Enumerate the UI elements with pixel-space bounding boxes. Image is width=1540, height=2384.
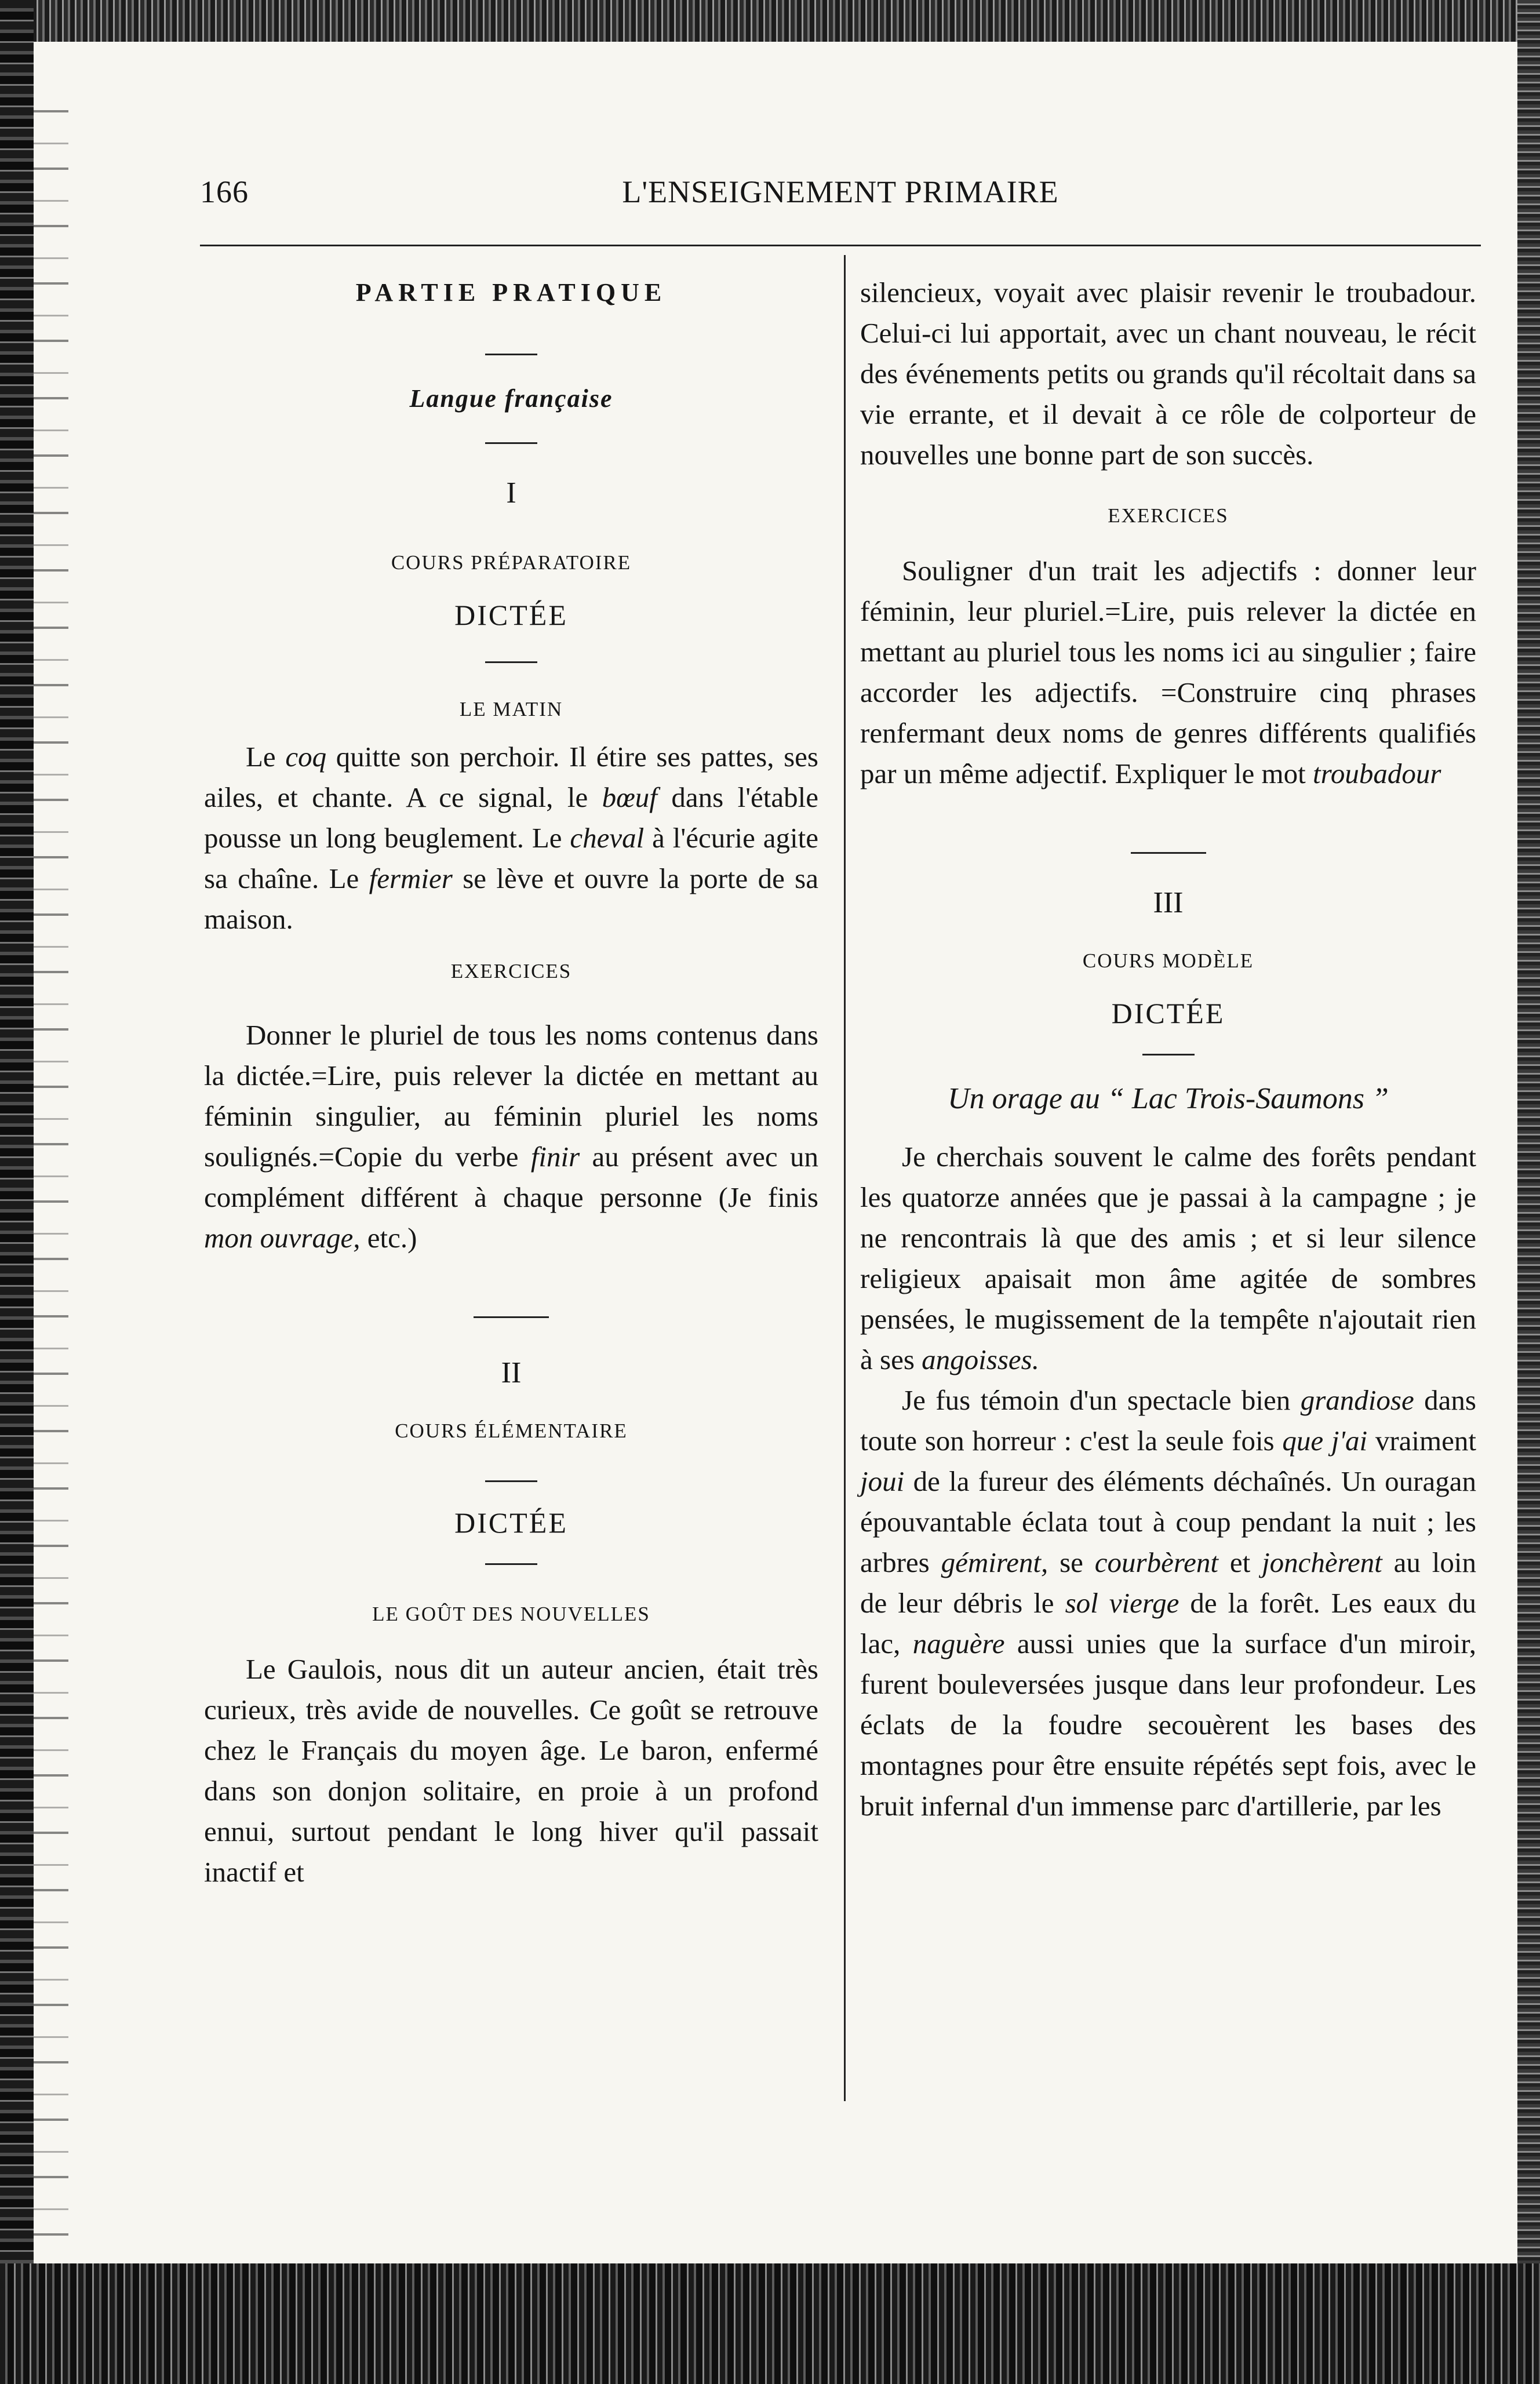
underlined-word: naguère <box>912 1628 1005 1659</box>
text-span: Donner le pluriel de tous les noms contenus dans la dictée.=Lire, puis relever la dictée en mettant au féminin singulier, au féminin pluriel les noms soulignés.=Copie du verbe <box>204 1019 818 1173</box>
text-span: se <box>1048 1546 1095 1578</box>
separator <box>485 1480 537 1482</box>
underlined-word: joui <box>860 1465 905 1497</box>
underlined-word: gémirent, <box>941 1546 1048 1578</box>
exercises-paragraph <box>860 551 1476 794</box>
text-span: quitte son perchoir. Il étire ses pattes, ses ailes, et chante. A ce signal, le <box>204 741 818 813</box>
text-span: se lève et ouvre la porte de sa maison. <box>204 862 818 935</box>
text-title: LE MATIN <box>459 698 563 720</box>
text-span: etc.) <box>360 1222 417 1254</box>
text-span: de la forêt. Les eaux du lac, <box>860 1587 1476 1659</box>
course-label: COURS MODÈLE <box>1082 949 1254 972</box>
header-rule <box>200 245 1481 246</box>
separator <box>1131 852 1206 854</box>
underlined-word: jonchèrent <box>1262 1546 1382 1578</box>
subject-title: Langue française <box>409 384 613 413</box>
left-column <box>204 272 818 1892</box>
exercises-paragraph <box>204 1015 818 1258</box>
text-span: Le <box>246 741 286 773</box>
separator <box>485 354 537 355</box>
text-title: Un orage au “ Lac Trois-Saumons ” <box>948 1082 1389 1115</box>
separator <box>1142 1054 1195 1055</box>
exercises-label: EXERCICES <box>450 960 572 982</box>
course-label: COURS PRÉPARATOIRE <box>391 551 632 574</box>
underlined-word: grandiose <box>1300 1384 1414 1416</box>
underlined-word: sol vierge <box>1065 1587 1179 1619</box>
scan-right-edge <box>1517 0 1540 2384</box>
separator <box>474 1316 549 1318</box>
separator <box>485 1563 537 1565</box>
text-span: au présent avec un complément différent à chaque personne (Je finis <box>204 1141 818 1213</box>
separator <box>485 661 537 663</box>
text-span: aussi unies que la surface d'un miroir, furent bouleversées jusque dans leur profondeur. Les éclats de la foudre secouèrent les bases des montagnes pour être ensuite répétés sept fois, avec le bruit infernal d'un immense parc d'artillerie, par les <box>860 1628 1476 1822</box>
underlined-word: que j'ai <box>1282 1425 1368 1457</box>
part-number: I <box>506 476 516 509</box>
italic-word: troubadour <box>1313 758 1441 789</box>
underlined-word: bœuf <box>602 781 657 813</box>
dictation-paragraph <box>204 737 818 940</box>
course-label: COURS ÉLÉMENTAIRE <box>395 1420 628 1442</box>
dictee-heading: DICTÉE <box>454 599 568 631</box>
text-span: Souligner d'un trait les adjectifs : donner leur féminin, leur pluriel.=Lire, puis relever la dictée en mettant au pluriel tous les noms ici au singulier ; faire accorder les adjectifs. =Construire cinq phrases renfermant deux noms de genres différents qualifiés par un même adjectif. Expliquer le mot <box>860 555 1476 789</box>
text-span: au loin de leur débris le <box>860 1546 1477 1619</box>
page-number: 166 <box>200 174 249 209</box>
scan-top-edge <box>0 0 1540 42</box>
underlined-word: coq <box>285 741 327 773</box>
dictee-heading: DICTÉE <box>454 1506 568 1539</box>
page-header <box>200 174 1481 220</box>
dictation-paragraph <box>860 1380 1476 1826</box>
separator <box>485 442 537 444</box>
dictee-heading: DICTÉE <box>1111 997 1225 1029</box>
right-column <box>860 272 1476 1826</box>
text-span: dans l'étable pousse un long beuglement. Le <box>204 781 819 854</box>
dictation-paragraph: Le Gaulois, nous dit un auteur ancien, était très curieux, très avide de nouvelles. Ce goût se retrouve chez le Français du moyen âge. Le baron, enfermé dans son donjon solitaire, en proie à un profond ennui, surtout pendant le long hiver qu'il passait inactif et <box>204 1653 818 1888</box>
text-span: et <box>1218 1546 1262 1578</box>
continued-paragraph: silencieux, voyait avec plaisir revenir le troubadour. Celui-ci lui apportait, avec un chant nouveau, le récit des événements petits ou grands qu'il récoltait dans sa vie errante, et il devait à ce rôle de colporteur de nouvelles une bonne part de son succès. <box>860 276 1476 471</box>
text-span: Je cherchais souvent le calme des forêts pendant les quatorze années que je passai à la campagne ; je ne rencontrais là que des amis ; et si leur silence religieux apaisait mon âme agitée de sombres pensées, le mugissement de la tempête n'ajoutait rien à ses <box>860 1141 1476 1375</box>
text-span: dans toute son horreur : c'est la seule fois <box>860 1384 1476 1457</box>
underlined-word: courbèrent <box>1094 1546 1218 1578</box>
section-title: PARTIE PRATIQUE <box>355 278 667 307</box>
underlined-word: fermier <box>369 862 453 894</box>
column-divider <box>844 255 846 2101</box>
exercises-label: EXERCICES <box>1108 504 1229 527</box>
text-title: LE GOÛT DES NOUVELLES <box>372 1603 650 1625</box>
part-number: III <box>1153 886 1184 919</box>
text-span: Je fus témoin d'un spectacle bien <box>902 1384 1301 1416</box>
underlined-word: angoisses. <box>922 1344 1039 1375</box>
text-span: de la fureur des éléments déchaînés. Un ouragan épouvantable éclata tout à coup pendant la nuit ; les arbres <box>860 1465 1476 1578</box>
running-title: L'ENSEIGNEMENT PRIMAIRE <box>622 174 1059 209</box>
scan-left-noise <box>34 87 68 2243</box>
text-span: vraiment <box>1367 1425 1476 1457</box>
italic-word: finir <box>530 1141 580 1173</box>
dictation-paragraph <box>860 1137 1476 1380</box>
underlined-word: cheval <box>570 822 645 854</box>
scan-bottom-edge <box>0 2263 1540 2384</box>
part-number: II <box>501 1356 522 1389</box>
italic-word: mon ouvrage, <box>204 1222 361 1254</box>
scan-left-edge <box>0 0 34 2384</box>
text-span: à l'écurie agite sa chaîne. Le <box>204 822 818 894</box>
